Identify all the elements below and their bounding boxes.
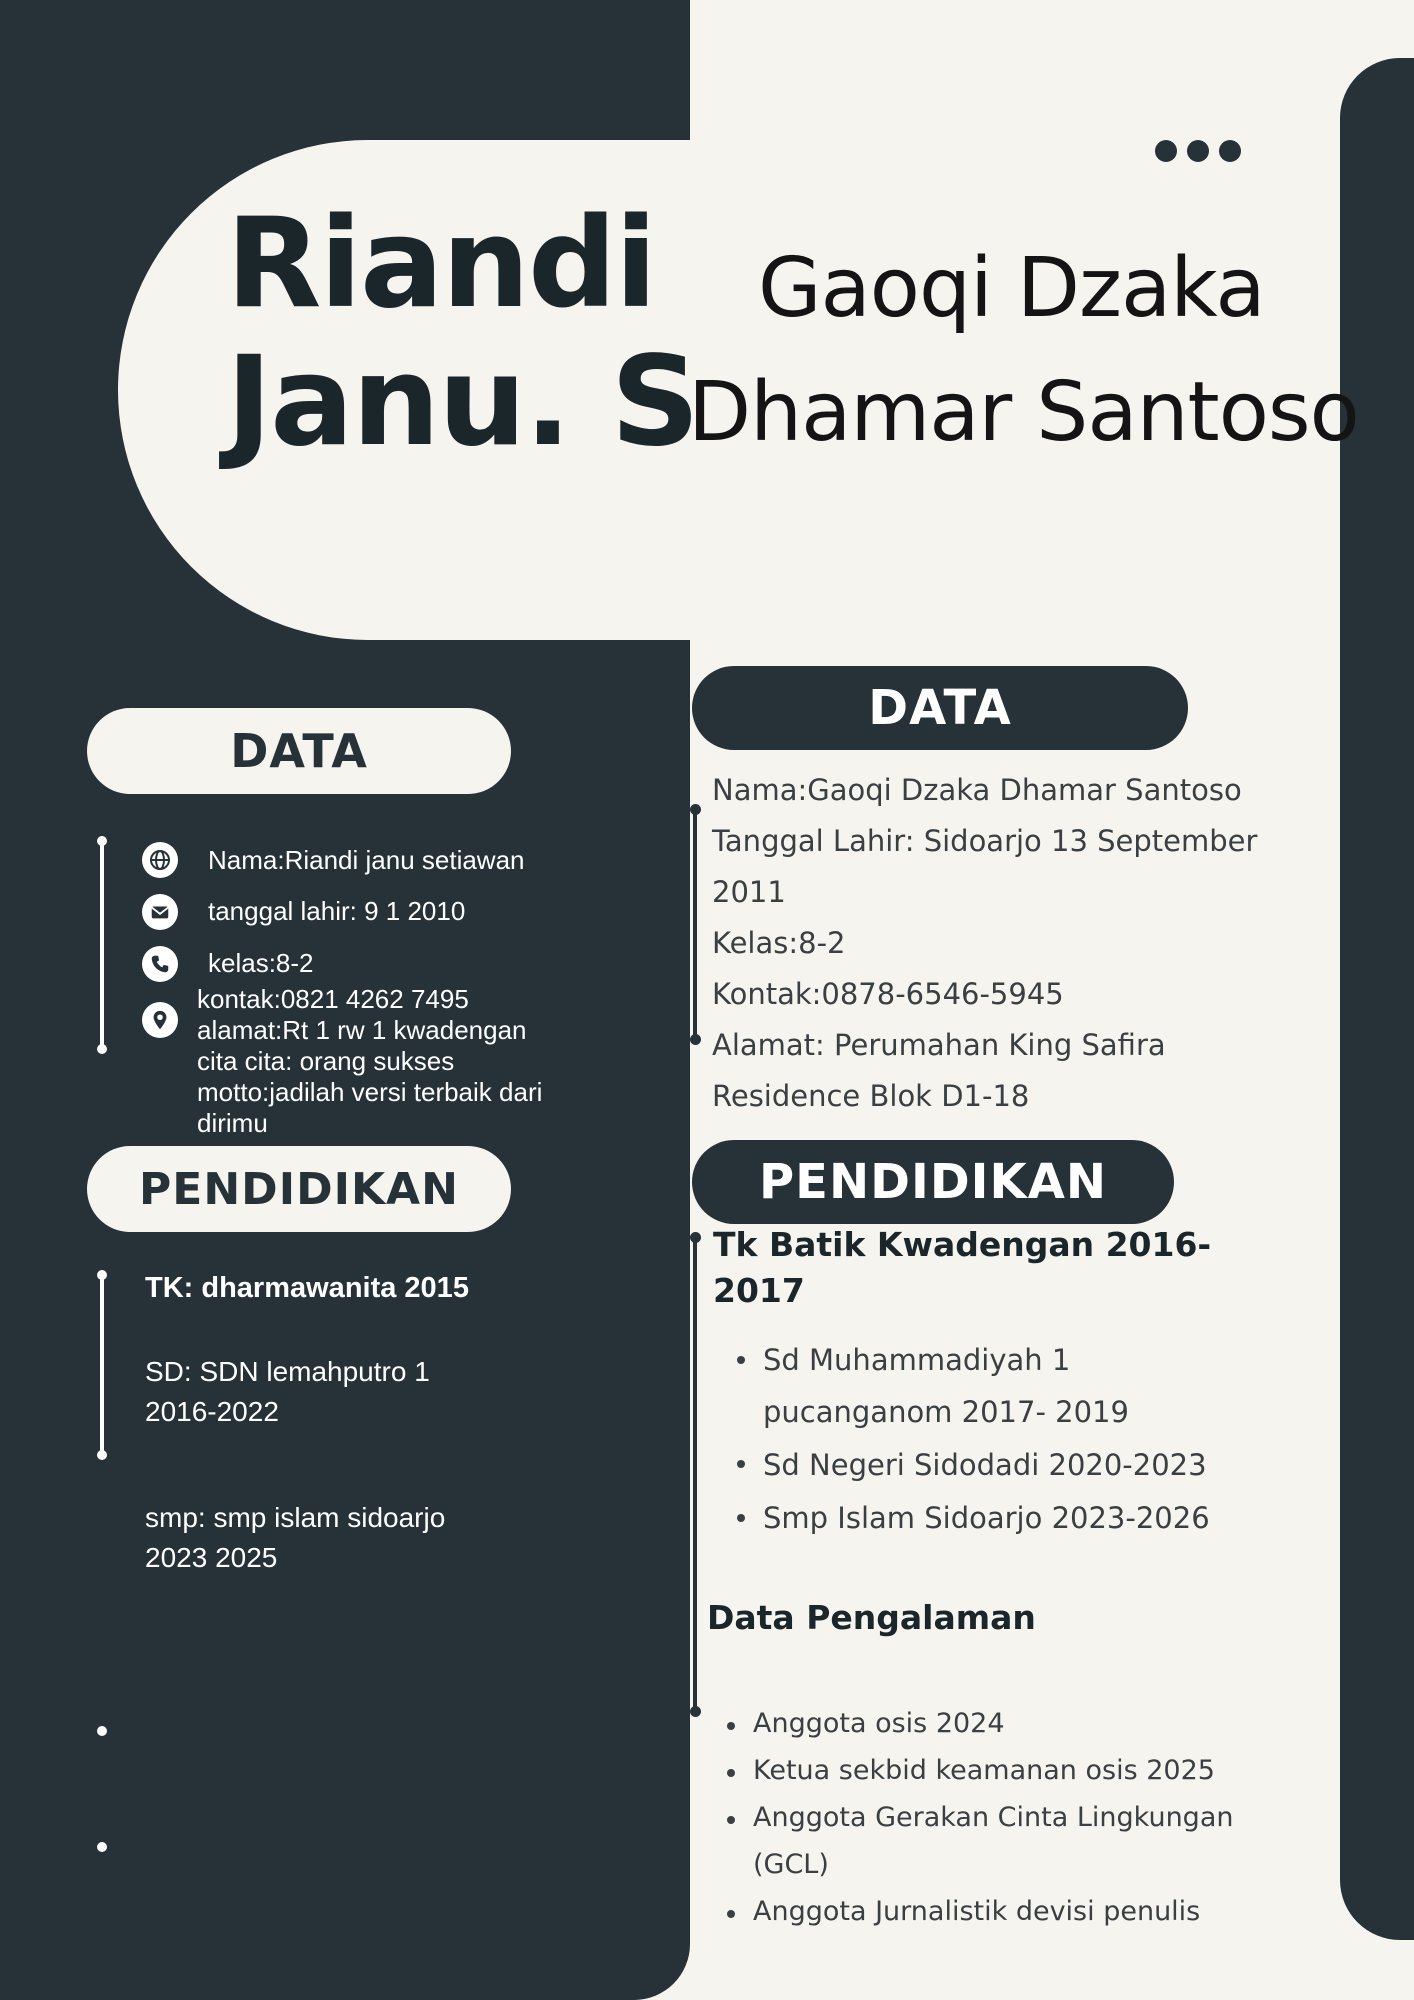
right-decor-bar — [1340, 58, 1414, 1940]
right-edu-timeline — [693, 1236, 697, 1710]
right-data-name: Nama:Gaoqi Dzaka Dhamar Santoso — [712, 773, 1242, 807]
right-edu-tk-line1: Tk Batik Kwadengan 2016- — [713, 1225, 1212, 1264]
right-data-address: Alamat: Perumahan King Safira — [712, 1028, 1166, 1062]
right-exp-item3-line2: (GCL) — [753, 1849, 829, 1880]
decor-dot — [97, 1842, 107, 1852]
right-edu-heading: PENDIDIKAN — [692, 1140, 1174, 1224]
left-aspiration: cita cita: orang sukses — [197, 1046, 455, 1076]
name-right-line2: Dhamar Santoso — [688, 365, 1359, 460]
left-edu-tk: TK: dharmawanita 2015 — [145, 1272, 469, 1304]
mail-icon — [142, 894, 178, 930]
right-exp-item3-line1: Anggota Gerakan Cinta Lingkungan — [753, 1802, 1234, 1833]
left-data-name: Nama:Riandi janu setiawan — [208, 845, 525, 875]
left-edu-smp-line2: 2023 2025 — [145, 1542, 278, 1573]
list-item — [753, 1794, 1233, 1888]
timeline-dot — [690, 804, 701, 815]
right-data-birth: Tanggal Lahir: Sidoarjo 13 September — [712, 824, 1258, 858]
timeline-dot — [97, 836, 107, 846]
name-right-line1: Gaoqi Dzaka — [758, 241, 1265, 336]
right-exp-heading: Data Pengalaman — [707, 1598, 1036, 1637]
list-item: Anggota Jurnalistik devisi penulis — [753, 1888, 1233, 1935]
timeline-dot — [690, 1232, 701, 1243]
left-edu-sd-line2: 2016-2022 — [145, 1396, 279, 1427]
left-data-heading: DATA — [87, 708, 511, 794]
timeline-dot — [690, 1706, 701, 1717]
list-item: Sd Negeri Sidodadi 2020-2023 — [763, 1438, 1210, 1492]
list-item: Ketua sekbid keamanan osis 2025 — [753, 1747, 1233, 1794]
right-edu-item1-line1: Sd Muhammadiyah 1 — [763, 1343, 1071, 1377]
right-data-heading: DATA — [692, 666, 1188, 750]
left-data-birth: tanggal lahir: 9 1 2010 — [208, 896, 466, 926]
right-edu-list — [763, 1334, 1210, 1544]
left-address: alamat:Rt 1 rw 1 kwadengan — [197, 1015, 527, 1045]
left-motto-cont: dirimu — [197, 1108, 268, 1138]
right-data-class: Kelas:8-2 — [712, 926, 846, 960]
left-edu-timeline — [100, 1274, 104, 1454]
left-edu-heading: PENDIDIKAN — [87, 1146, 511, 1232]
right-edu-tk — [713, 1222, 1211, 1314]
list-item: Anggota osis 2024 — [753, 1700, 1233, 1747]
right-data-birth-year: 2011 — [712, 875, 786, 909]
right-edu-item1-line2: pucanganom 2017- 2019 — [763, 1395, 1129, 1429]
right-data-list — [712, 765, 1257, 1122]
left-extra-info — [197, 984, 542, 1139]
right-data-address-cont: Residence Blok D1-18 — [712, 1079, 1030, 1113]
name-left-line1: Riandi — [226, 192, 656, 336]
location-icon — [142, 1002, 178, 1038]
right-exp-list — [753, 1700, 1233, 1935]
more-dots-icon — [1155, 140, 1241, 162]
list-item — [763, 1334, 1210, 1438]
timeline-dot — [97, 1270, 107, 1280]
left-edu-sd-line1: SD: SDN lemahputro 1 — [145, 1356, 430, 1387]
left-contact: kontak:0821 4262 7495 — [197, 984, 469, 1014]
timeline-dot — [690, 1034, 701, 1045]
timeline-dot — [97, 1450, 107, 1460]
right-edu-tk-line2: 2017 — [713, 1271, 805, 1310]
name-left-line2: Janu. S — [226, 330, 698, 474]
right-data-timeline — [693, 808, 697, 1038]
right-data-contact: Kontak:0878-6546-5945 — [712, 977, 1064, 1011]
list-item: Smp Islam Sidoarjo 2023-2026 — [763, 1492, 1210, 1544]
decor-dot — [97, 1726, 107, 1736]
left-motto: motto:jadilah versi terbaik dari — [197, 1077, 543, 1107]
left-data-timeline — [100, 840, 104, 1048]
left-edu-smp-line1: smp: smp islam sidoarjo — [145, 1502, 446, 1533]
timeline-dot — [97, 1044, 107, 1054]
phone-icon — [142, 946, 178, 982]
left-data-class: kelas:8-2 — [208, 948, 314, 978]
globe-icon — [142, 842, 178, 878]
